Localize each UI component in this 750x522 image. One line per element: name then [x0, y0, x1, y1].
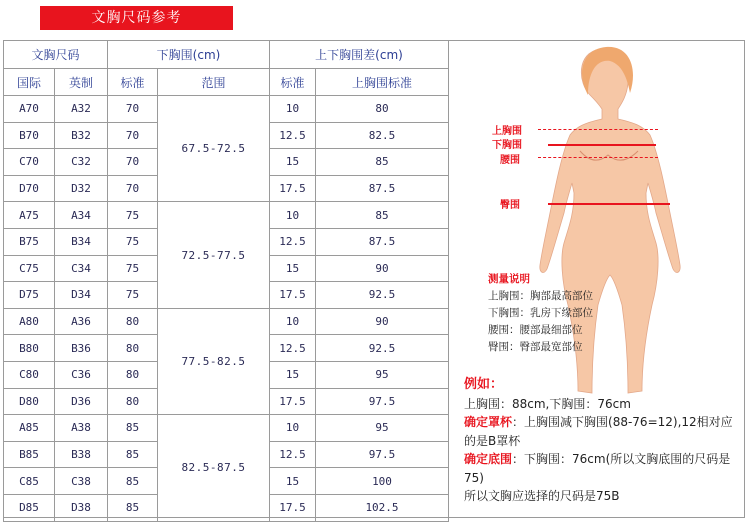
cell-uk: C36	[55, 361, 108, 388]
cell-range: 67.5-72.5	[158, 96, 270, 202]
cell-diff: 12.5	[270, 228, 316, 255]
cell-uk: A36	[55, 308, 108, 335]
cell-range: 77.5-82.5	[158, 308, 270, 414]
cell-uk: A34	[55, 202, 108, 229]
cell-diff: 10	[270, 415, 316, 442]
cell-std: 85	[108, 468, 158, 495]
under-bust-line	[548, 144, 656, 146]
cell-intl: C75	[4, 255, 55, 282]
example-section	[464, 376, 742, 506]
cell-upper: 100	[316, 468, 449, 495]
cell-std: 85	[108, 415, 158, 442]
header-uk: 英制	[55, 69, 108, 96]
cell-intl: B75	[4, 228, 55, 255]
cell-diff: 15	[270, 149, 316, 176]
cell-upper: 80	[316, 96, 449, 123]
cup-text: ：上胸围减下胸围(88-76=12),12相对应的是B罩杯	[464, 415, 733, 448]
cell-uk: C34	[55, 255, 108, 282]
upper-bust-line	[538, 129, 658, 130]
cell-std: 75	[108, 255, 158, 282]
cell-uk: D38	[55, 494, 108, 521]
cell-intl: D85	[4, 494, 55, 521]
cell-diff: 17.5	[270, 282, 316, 309]
cell-uk: D32	[55, 175, 108, 202]
size-table	[3, 40, 449, 522]
header-upper-std: 上胸围标准	[316, 69, 449, 96]
cell-diff: 12.5	[270, 441, 316, 468]
cell-diff: 12.5	[270, 122, 316, 149]
cell-uk: B32	[55, 122, 108, 149]
band-label: 确定底围	[464, 452, 513, 466]
cell-upper: 92.5	[316, 282, 449, 309]
notes-heading: 测量说明	[488, 273, 530, 285]
cell-upper: 90	[316, 308, 449, 335]
cell-std: 70	[108, 149, 158, 176]
cell-intl: D70	[4, 175, 55, 202]
waist-line	[538, 157, 658, 158]
cell-upper: 85	[316, 149, 449, 176]
cell-intl: B80	[4, 335, 55, 362]
header-diff-std: 标准	[270, 69, 316, 96]
measurement-notes	[488, 271, 593, 356]
cell-intl: B70	[4, 122, 55, 149]
label-under-bust: 下胸围	[492, 140, 522, 151]
cell-uk: C32	[55, 149, 108, 176]
cell-uk: D36	[55, 388, 108, 415]
cell-upper: 82.5	[316, 122, 449, 149]
cell-diff: 10	[270, 96, 316, 123]
cell-intl: C85	[4, 468, 55, 495]
example-heading: 例如：	[464, 377, 504, 392]
cell-upper: 95	[316, 361, 449, 388]
cell-diff: 10	[270, 308, 316, 335]
cell-intl: A70	[4, 96, 55, 123]
cell-intl: A80	[4, 308, 55, 335]
hip-line	[548, 203, 670, 205]
cell-range: 72.5-77.5	[158, 202, 270, 308]
cell-std: 75	[108, 282, 158, 309]
cell-uk: C38	[55, 468, 108, 495]
header-bra-size: 文胸尺码	[4, 41, 108, 69]
measurement-panel	[448, 41, 744, 517]
cell-diff: 15	[270, 361, 316, 388]
cell-std: 80	[108, 308, 158, 335]
cell-upper: 95	[316, 415, 449, 442]
cell-diff: 17.5	[270, 494, 316, 521]
cell-std: 80	[108, 361, 158, 388]
cell-upper: 87.5	[316, 175, 449, 202]
header-under-bust: 下胸围(cm)	[108, 41, 270, 69]
cell-diff: 12.5	[270, 335, 316, 362]
cell-uk: D34	[55, 282, 108, 309]
cell-diff: 17.5	[270, 175, 316, 202]
cell-uk: B38	[55, 441, 108, 468]
cell-uk: A38	[55, 415, 108, 442]
label-hip: 臀围	[500, 200, 520, 211]
cell-std: 75	[108, 202, 158, 229]
example-line: 上胸围：88cm,下胸围：76cm	[464, 396, 631, 411]
label-waist: 腰围	[500, 155, 520, 166]
example-result: 所以文胸应选择的尺码是75B	[464, 489, 620, 503]
cell-std: 80	[108, 388, 158, 415]
cell-intl: A85	[4, 415, 55, 442]
table-row	[4, 415, 449, 442]
note-item: 臀围：臀部最宽部位	[488, 341, 583, 353]
cell-diff: 10	[270, 202, 316, 229]
cell-std: 70	[108, 122, 158, 149]
cell-upper: 87.5	[316, 228, 449, 255]
cell-std: 70	[108, 175, 158, 202]
band-text: ：下胸围：76cm(所以文胸底围的尺码是75)	[464, 452, 731, 485]
page-title: 文胸尺码参考	[40, 6, 233, 30]
cell-range: 82.5-87.5	[158, 415, 270, 521]
cell-upper: 97.5	[316, 388, 449, 415]
note-item: 下胸围：乳房下缘部位	[488, 307, 593, 319]
example-cup	[464, 413, 742, 450]
header-intl: 国际	[4, 69, 55, 96]
cell-upper: 85	[316, 202, 449, 229]
cell-upper: 97.5	[316, 441, 449, 468]
header-diff: 上下胸围差(cm)	[270, 41, 449, 69]
label-upper-bust: 上胸围	[492, 126, 522, 137]
cell-uk: A32	[55, 96, 108, 123]
cell-uk: B34	[55, 228, 108, 255]
example-band	[464, 450, 742, 487]
note-item: 腰围：腰部最细部位	[488, 324, 583, 336]
cell-std: 75	[108, 228, 158, 255]
cell-std: 80	[108, 335, 158, 362]
cell-intl: D80	[4, 388, 55, 415]
table-row	[4, 308, 449, 335]
cell-upper: 90	[316, 255, 449, 282]
cell-std: 70	[108, 96, 158, 123]
cell-diff: 17.5	[270, 388, 316, 415]
header-std: 标准	[108, 69, 158, 96]
cell-diff: 15	[270, 255, 316, 282]
table-row	[4, 202, 449, 229]
cup-label: 确定罩杯	[464, 415, 513, 429]
cell-upper: 92.5	[316, 335, 449, 362]
table-row	[4, 96, 449, 123]
cell-intl: C70	[4, 149, 55, 176]
size-table-body	[4, 96, 449, 522]
cell-intl: C80	[4, 361, 55, 388]
cell-intl: B85	[4, 441, 55, 468]
cell-std: 85	[108, 494, 158, 521]
cell-uk: B36	[55, 335, 108, 362]
cell-std: 85	[108, 441, 158, 468]
cell-diff: 15	[270, 468, 316, 495]
note-item: 上胸围：胸部最高部位	[488, 290, 593, 302]
cell-intl: D75	[4, 282, 55, 309]
cell-intl: A75	[4, 202, 55, 229]
header-range: 范围	[158, 69, 270, 96]
cell-upper: 102.5	[316, 494, 449, 521]
